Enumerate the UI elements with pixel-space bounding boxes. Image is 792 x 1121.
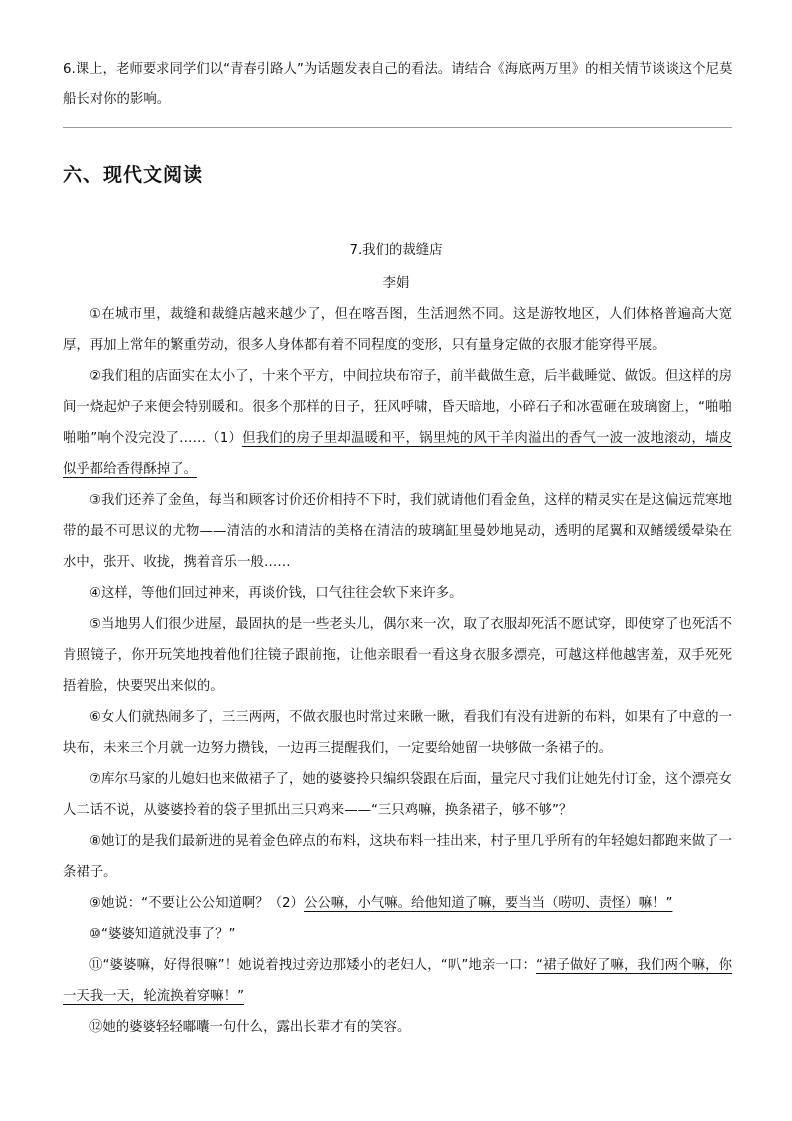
paragraph-9-text: ⑨她说：“不要让公公知道啊？（2）: [89, 896, 304, 911]
paragraph-7: ⑦库尔马家的儿媳妇也来做裙子了，她的婆婆拎只编织袋跟在后面，量完尺寸我们让她先付订金，这个漂亮女人二话不说，从婆婆拎着的袋子里抓出三只鸡来——“三只鸡嘛，换条裙子，够不够”？: [63, 772, 732, 818]
question-6: 6.课上，老师要求同学们以“青春引路人”为话题发表自己的看法。请结合《海底两万里》的相关情节谈谈这个尼莫船长对你的影响。: [63, 62, 733, 107]
paragraph-2-text: ②我们租的店面实在太小了，十来个平方，中间拉块布帘子，前半截做生意，后半截睡觉、做饭。但这样的房间一烧起炉子来便会特别暖和。很多个那样的日子，狂风呼啸，昏天暗地，小碎石子和冰雹砸在玻璃窗上，“啪啪啪啪”响个没完没了……（1）: [63, 369, 732, 446]
paragraph-6: ⑥女人们就热闹多了，三三两两，不做衣服也时常过来瞅一瞅，看我们有没有进新的布料，如果有了中意的一块布，未来三个月就一边努力攒钱，一边再三提醒我们，一定要给她留一块够做一条裙子的。: [63, 710, 732, 756]
paragraph-3: ③我们还养了金鱼，每当和顾客讨价还价相持不下时，我们就请他们看金鱼，这样的精灵实在是这偏远荒寒地带的最不可思议的尤物——清洁的水和清洁的美格在清洁的玻璃缸里曼妙地晃动，透明的尾翼和双鳍缓缓晕染在水中，张开、收拢，携着音乐一般……: [63, 493, 732, 570]
paragraph-4: ④这样，等他们回过神来，再谈价钱，口气往往会软下来许多。: [89, 586, 463, 601]
underlined-sentence-3: “裙子做好了嘛，我们两个嘛，你一天我一天，轮流换着穿嘛！”: [63, 958, 732, 1004]
paragraph-10: ⑩“婆婆知道就没事了？”: [89, 927, 236, 942]
paragraph-8: ⑧她订的是我们最新进的晃着金色碎点的布料，这块布料一挂出来，村子里几乎所有的年轻媳妇都跑来做了一条裙子。: [63, 834, 732, 880]
paragraph-9: [63, 888, 732, 919]
article-author: 李娟: [382, 276, 410, 291]
paragraph-2: [63, 361, 732, 485]
section-title: 六、现代文阅读: [63, 164, 204, 186]
underlined-sentence-1: 但我们的房子里却温暖和平，锅里炖的风干羊肉溢出的香气一波一波地滚动，墙皮似乎都给香得酥掉了。: [63, 431, 732, 477]
paragraph-5: ⑤当地男人们很少进屋，最固执的是一些老头儿，偶尔来一次，取了衣服却死活不愿试穿，即使穿了也死活不肯照镜子，你开玩笑地拽着他们往镜子跟前拖，让他亲眼看一看这身衣服多漂亮，可越这样他越害羞，双手死死捂着脸，快要哭出来似的。: [63, 617, 732, 694]
underlined-sentence-2: 公公嘛，小气嘛。给他知道了嘛，要当当（唠叨、责怪）嘛！”: [303, 896, 673, 911]
section-divider: [63, 127, 732, 128]
article-title: 7.我们的裁缝店: [349, 243, 443, 258]
article-body: [63, 299, 732, 1043]
paragraph-1: ①在城市里，裁缝和裁缝店越来越少了，但在喀吾图，生活迥然不同。这是游牧地区，人们体格普遍高大宽厚，再加上常年的繁重劳动，很多人身体都有着不同程度的变形，只有量身定做的衣服才能穿得平展。: [63, 307, 732, 353]
paragraph-11-text: ⑪“婆婆嘛，好得很嘛”！她说着拽过旁边那矮小的老妇人，“叭”地亲一口：: [89, 958, 536, 973]
paragraph-11: [63, 950, 732, 1012]
paragraph-12: ⑫她的婆婆轻轻嘟囔一句什么，露出长辈才有的笑容。: [89, 1020, 411, 1035]
